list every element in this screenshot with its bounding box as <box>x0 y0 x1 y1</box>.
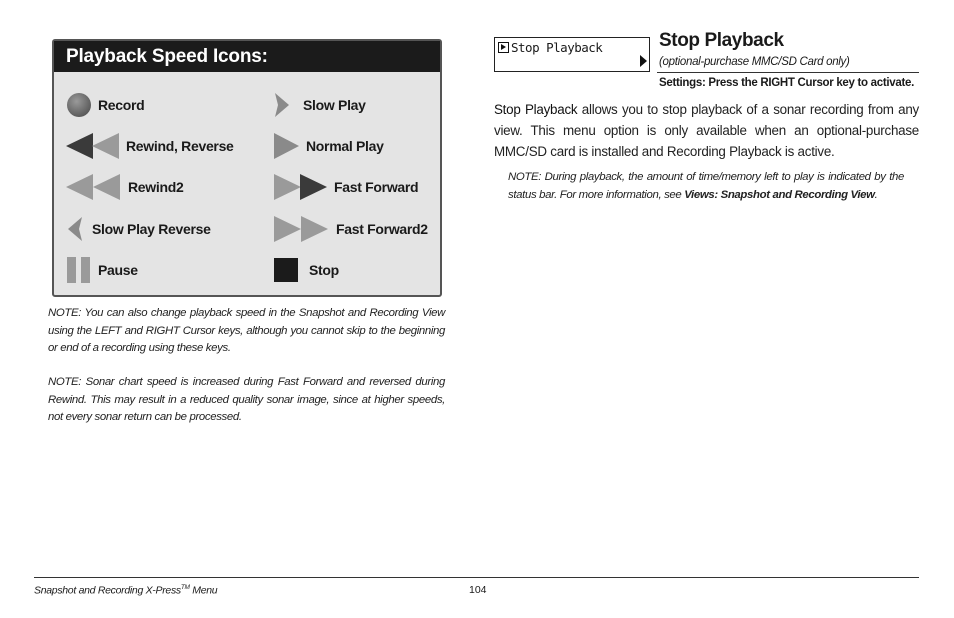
speed-item-label: Slow Play <box>303 97 366 113</box>
speed-item-label: Slow Play Reverse <box>92 221 211 237</box>
right-arrow-icon <box>640 55 647 67</box>
speed-item-fast-forward <box>274 174 418 200</box>
speed-item-normal-play <box>274 133 384 159</box>
fast-forward-icon <box>274 174 328 200</box>
speed-item-rewind-reverse <box>66 133 234 159</box>
note-reference: Views: Snapshot and Recording View <box>684 188 875 201</box>
speed-item-label: Normal Play <box>306 138 384 154</box>
note-lead: NOTE <box>48 376 79 388</box>
section-divider <box>657 72 919 73</box>
slow-play-reverse-icon <box>66 216 84 242</box>
menu-selection-icon <box>498 42 509 53</box>
speed-item-label: Rewind2 <box>128 179 184 195</box>
speed-item-label: Record <box>98 97 145 113</box>
fast-forward2-icon <box>274 216 330 242</box>
note-playback-speed <box>48 305 445 358</box>
section-subtitle: (optional-purchase MMC/SD Card only) <box>659 56 850 68</box>
note-lead: NOTE <box>508 171 539 183</box>
speed-item-label: Fast Forward2 <box>336 221 428 237</box>
note-text: : Sonar chart speed is increased during Fast Forward and reversed during Rewind. This may result in a reduced quality sonar image, since at higher speeds, not every sonar return can be processed. <box>48 376 445 423</box>
note-lead: NOTE <box>48 307 79 319</box>
speed-item-label: Rewind, Reverse <box>126 138 234 154</box>
note-text: : You can also change playback speed in the Snapshot and Recording View using the LEFT and RIGHT Cursor keys, although you cannot skip to the beginning or end of a recording using these keys. <box>48 307 445 354</box>
speed-item-stop <box>274 257 339 283</box>
note-end: . <box>874 188 878 201</box>
section-body <box>494 99 919 162</box>
footer-chapter-end: Menu <box>189 584 218 597</box>
body-rest: allows you to stop playback of a sonar recording from any view. This menu option is only available when an optional-purchase MMC/SD card is installed and Recording Playback is active. <box>494 102 920 159</box>
body-lead: Stop Playback <box>494 102 578 117</box>
speed-item-label: Fast Forward <box>334 179 419 195</box>
speed-item-record <box>66 92 144 118</box>
footer-trademark: TM <box>180 584 190 591</box>
playback-speed-icons-panel <box>52 39 442 297</box>
rewind2-icon <box>66 174 122 200</box>
note-status-bar <box>508 169 904 204</box>
section-settings: Settings: Press the RIGHT Cursor key to activate. <box>659 77 914 89</box>
note-sonar-chart-speed <box>48 374 445 427</box>
footer-divider <box>34 577 919 578</box>
pause-icon <box>66 257 92 283</box>
stop-playback-menu-thumbnail <box>494 37 650 72</box>
speed-item-label: Stop <box>309 262 339 278</box>
section-title: Stop Playback <box>659 30 784 51</box>
note-text: : During playback, the amount of time/memory left to play is indicated by the status bar. For more information, see <box>508 171 904 201</box>
slow-play-icon <box>274 92 292 118</box>
panel-title: Playback Speed Icons: <box>54 41 440 72</box>
speed-item-slow-play <box>274 92 366 118</box>
footer-chapter <box>34 584 217 597</box>
record-icon <box>66 92 92 118</box>
speed-item-slow-play-reverse <box>66 216 211 242</box>
menu-thumbnail-label: Stop Playback <box>511 40 603 55</box>
stop-icon <box>274 258 298 282</box>
speed-item-label: Pause <box>98 262 138 278</box>
normal-play-icon <box>274 133 300 159</box>
footer-chapter-text: Snapshot and Recording X-Press <box>34 584 181 597</box>
rewind-reverse-icon <box>66 133 120 159</box>
page-number: 104 <box>469 584 487 596</box>
speed-item-rewind2 <box>66 174 183 200</box>
speed-item-pause <box>66 257 138 283</box>
speed-item-fast-forward2 <box>274 216 428 242</box>
